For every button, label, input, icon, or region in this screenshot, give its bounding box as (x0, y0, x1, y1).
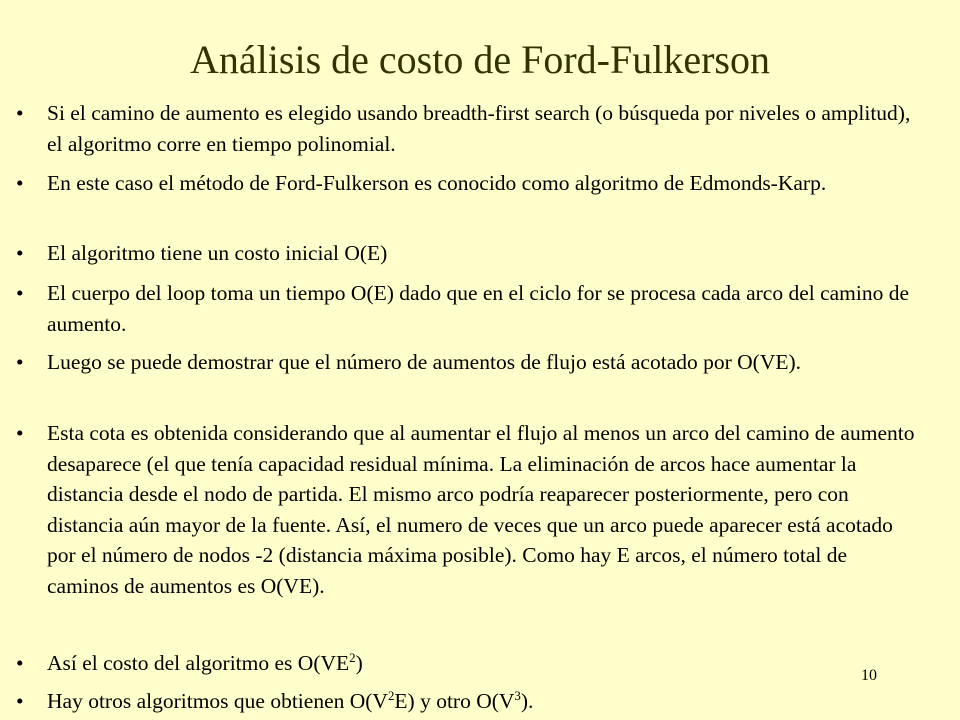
bullet-item (16, 418, 916, 601)
bullet-text: El algoritmo tiene un costo inicial O(E) (47, 241, 388, 265)
bullet-marker: • (16, 241, 24, 265)
bullet-text: Así el costo del algoritmo es $O(VE^2)$ (47, 650, 363, 675)
bullet-item (16, 648, 916, 679)
slide-title: Análisis de costo de Ford-Fulkerson (190, 37, 770, 82)
bullet-marker: • (16, 651, 24, 675)
bullet-text: En este caso el método de Ford-Fulkerson es conocido como algoritmo de Edmonds-Karp. (47, 171, 827, 195)
bullet-text: Hay otros algoritmos que obtienen $O(V^2E)$ y otro $O(V^3)$. (47, 688, 534, 713)
superscript: 2 (349, 650, 356, 665)
bullet-item (16, 347, 916, 378)
bullet-marker: • (16, 281, 24, 305)
bullet-marker: • (16, 689, 24, 713)
bullet-text: Esta cota es obtenida considerando que al aumentar el flujo al menos un arco del camino de aumento desaparece (el que tenía capacidad residual mínima. La eliminación de arcos hace aumentar la distancia desde el nodo de partida. El mismo arco podría reaparecer posteriormente, pero con distancia aún mayor de la fuente. Así, el numero de veces que un arco puede aparecer está acotado por el número de nodos -2 (distancia máxima posible). Como hay E arcos, el número total de caminos de aumentos es O(VE). (47, 421, 915, 598)
page-number: 10 (861, 667, 877, 684)
bullet-item (16, 168, 916, 199)
superscript: 2 (387, 688, 395, 703)
bullet-item (16, 278, 916, 339)
superscript: 3 (514, 688, 521, 703)
bullet-text: Si el camino de aumento es elegido usando breadth-first search (o búsqueda por niveles o amplitud), el algoritmo corre en tiempo polinomial. (47, 101, 911, 156)
bullet-marker: • (16, 421, 24, 445)
bullet-marker: • (16, 171, 24, 195)
bullet-marker: • (16, 101, 24, 125)
bullet-text: El cuerpo del loop toma un tiempo O(E) dado que en el ciclo for se procesa cada arco del camino de aumento. (47, 281, 910, 336)
bullet-item (16, 686, 916, 717)
bullet-item (16, 98, 916, 159)
bullet-marker: • (16, 350, 24, 374)
bullet-item (16, 238, 916, 269)
bullet-text: Luego se puede demostrar que el número de aumentos de flujo está acotado por O(VE). (47, 350, 802, 374)
